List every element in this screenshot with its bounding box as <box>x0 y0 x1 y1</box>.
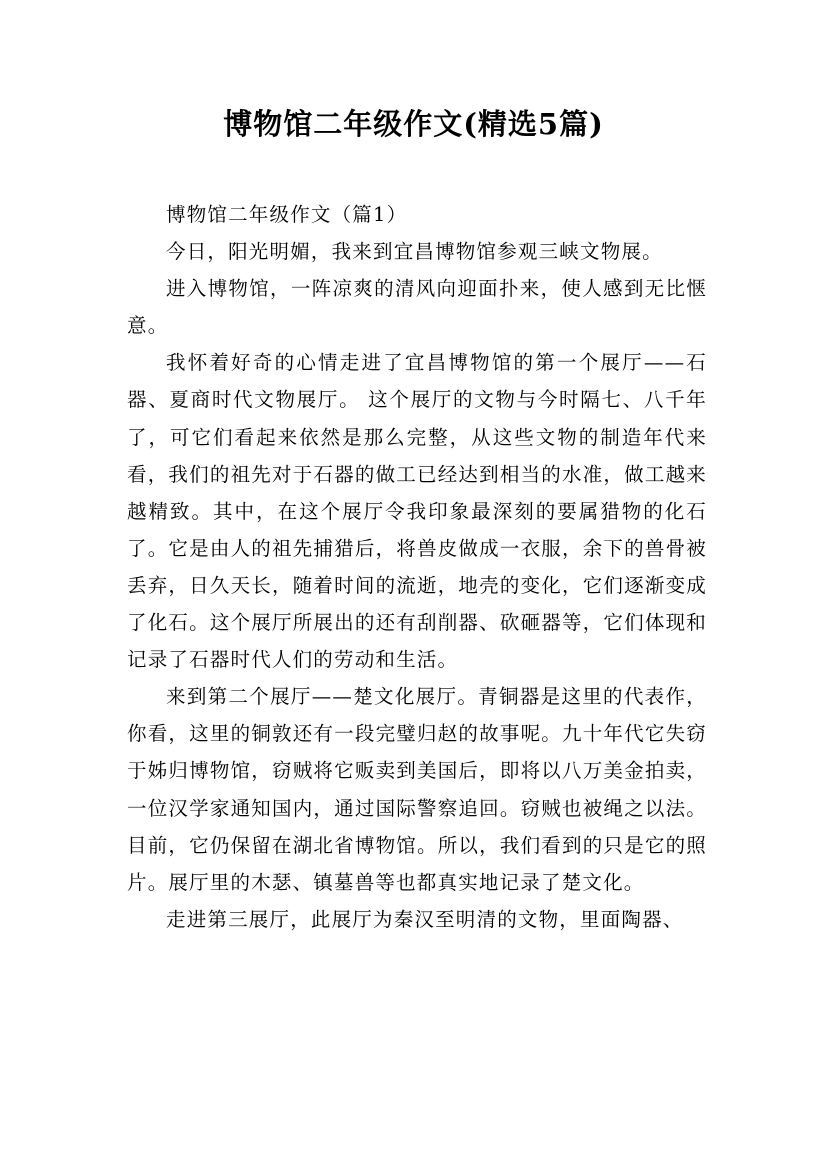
document-title: 博物馆二年级作文(精选5篇) <box>223 107 604 141</box>
paragraph: 走进第三展厅，此展厅为秦汉至明清的文物，里面陶器、 <box>166 907 684 931</box>
essay-subheading: 博物馆二年级作文（篇1） <box>166 203 408 226</box>
paragraph: 我怀着好奇的心情走进了宜昌博物馆的第一个展厅——石器、夏商时代文物展厅。 这个展厅的文物与今时隔七、八千年了，可它们看起来依然是那么完整，从这些文物的制造年代来看，我们的祖先对于石器的做工已经达到相当的水准，做工越来越精致。其中，在这个展厅令我印象最深刻的要属猎物的化石了。它是由人的祖先捕猎后，将兽皮做成一衣服，余下的兽骨被丢弃，日久天长，随着时间的流逝，地壳的变化，它们逐渐变成了化石。这个展厅所展出的还有刮削器、砍砸器等，它们体现和记录了石器时代人们的劳动和生活。 <box>127 351 707 672</box>
paragraph: 来到第二个展厅——楚文化展厅。青铜器是这里的代表作，你看，这里的铜敦还有一段完璧归赵的故事呢。九十年代它失窃于姊归博物馆，窃贼将它贩卖到美国后，即将以八万美金拍卖，一位汉学家通知国内，通过国际警察追回。窃贼也被绳之以法。目前，它仍保留在湖北省博物馆。所以，我们看到的只是它的照片。展厅里的木瑟、镇墓兽等也都真实地记录了楚文化。 <box>127 685 707 894</box>
document-body <box>127 196 707 938</box>
paragraph: 进入博物馆，一阵凉爽的清风向迎面扑来，使人感到无比惬意。 <box>127 277 707 338</box>
paragraph: 今日，阳光明媚，我来到宜昌博物馆参观三峡文物展。 <box>166 240 663 264</box>
